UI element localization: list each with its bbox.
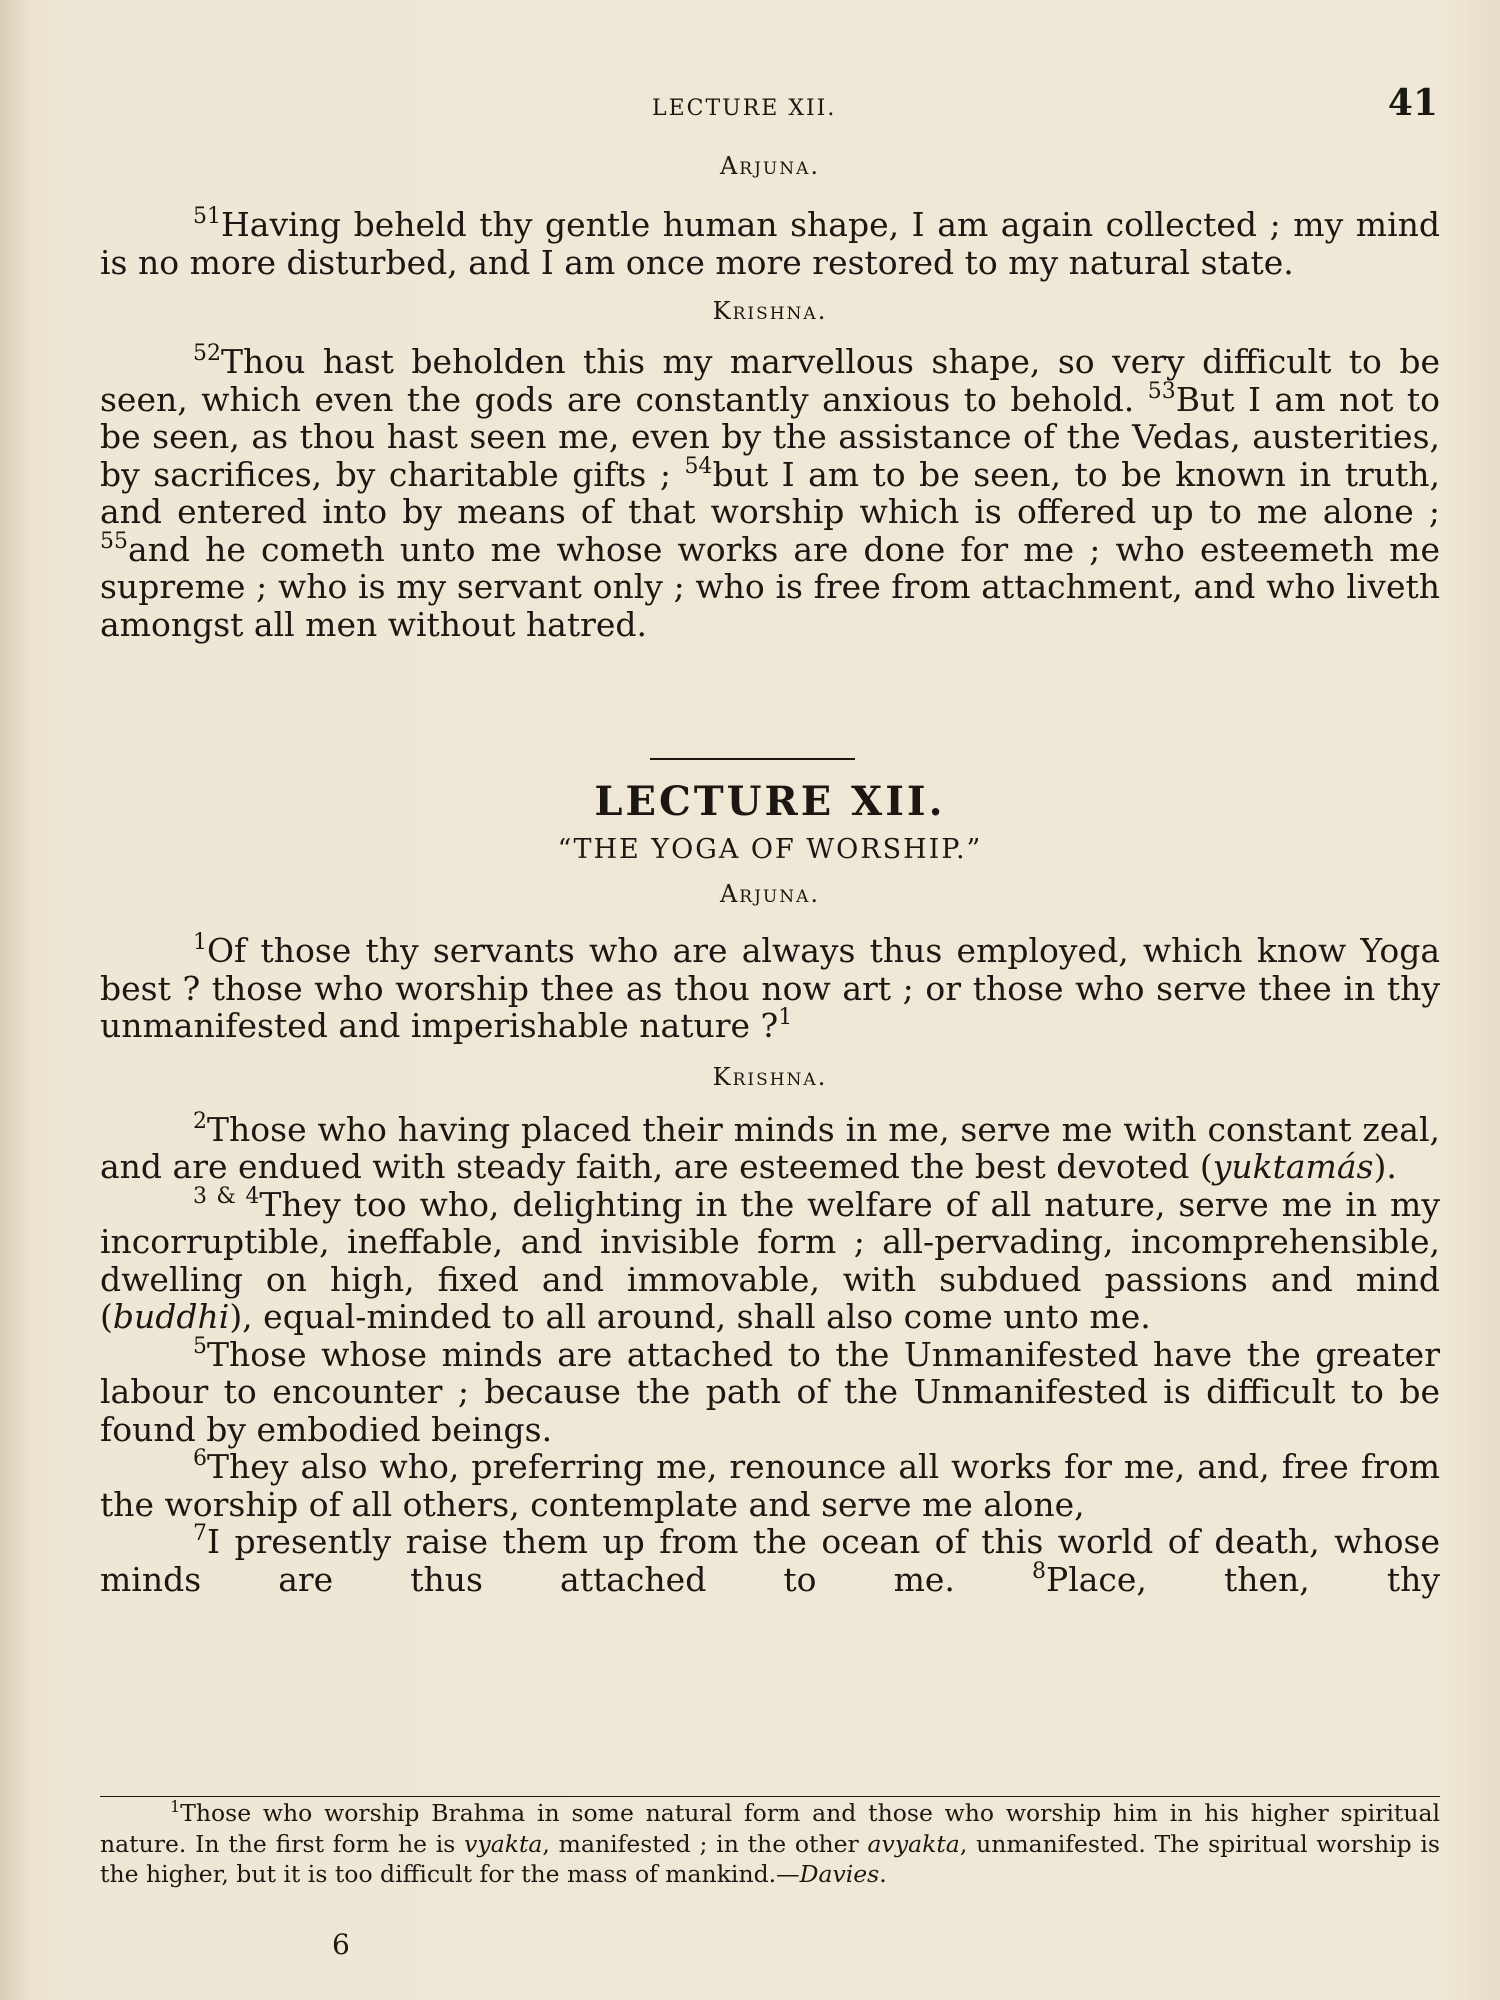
verse-text: Of those thy servants who are always thus employed, which know Yoga best ? those who worship thee as thou now art ; or those who serve thee in thy unmanifested and imperishable nature ? <box>100 931 1440 1045</box>
verse-text: ), equal-minded to all around, shall also come unto me. <box>229 1297 1151 1336</box>
verse-text: Place, then, thy <box>1045 1559 1441 1599</box>
verse-number: 52 <box>193 341 221 366</box>
verse-number: 8 <box>1031 1558 1046 1584</box>
sanskrit-term: vyakta <box>464 1829 543 1858</box>
verse-text: I presently raise them up from the ocean of this world of death, whose minds are thus attached to me. <box>100 1522 1440 1599</box>
running-head <box>0 78 1500 128</box>
footnote-reference: 1 <box>778 1005 793 1030</box>
verse-number: 6 <box>193 1446 207 1471</box>
verse-text: but I am to be seen, to be known in truth, and entered into by means of that worship which is offered up to me alone ; <box>100 454 1440 531</box>
verse-6 <box>100 1448 1440 1523</box>
sanskrit-term: buddhi <box>112 1297 230 1336</box>
footnote <box>100 1798 1440 1890</box>
footnote-segment: Those who worship Brahma in some natural form and those who worship him in his higher spiritual nature. In the first form he is <box>100 1799 1440 1858</box>
signature-mark: 6 <box>332 1928 350 1961</box>
verse-text: They also who, preferring me, renounce all works for me, and, free from the worship of all others, contemplate and serve me alone, <box>100 1447 1440 1524</box>
verse-text: They too who, delighting in the welfare of all nature, serve me in my incorruptible, ineffable, and invisible form ; all-pervading, incomprehensible, dwelling on high, fixed and immovable, with subdued passions and mind ( <box>100 1184 1440 1336</box>
running-head-title: LECTURE XII. <box>652 96 837 121</box>
verse-text: Thou hast beholden this my marvellous shape, so very difficult to be seen, which even the gods are constantly anxious to behold. <box>100 342 1440 419</box>
verse-text: But I am not to be seen, as thou hast seen me, even by the assistance of the Vedas, austerities, by sacrifices, by charitable gifts ; <box>100 379 1440 494</box>
verse-1 <box>100 932 1440 1045</box>
verse-text: and he cometh unto me whose works are done for me ; who esteemeth me supreme ; who is my servant only ; who is free from attachment, and who liveth amongst all men without hatred. <box>100 529 1440 644</box>
footnote-segment: , manifested ; in the other <box>542 1829 868 1858</box>
verse-number: 1 <box>193 930 207 955</box>
verse-number: 7 <box>193 1521 207 1546</box>
speaker-heading-arjuna: Arjuna. <box>719 880 821 908</box>
section-lecture-xi-end <box>100 152 1440 643</box>
lecture-subtitle: “THE YOGA OF WORSHIP.” <box>557 834 983 865</box>
footnote-segment: , unmanifested. The spiritual worship is the higher, but it is too difficult for the mass of mankind.— <box>100 1829 1440 1888</box>
verse-number: 51 <box>193 204 221 229</box>
verse-text: Those whose minds are attached to the Unmanifested have the greater labour to encounter ; because the path of the Unmanifested is difficult to be found by embodied beings. <box>100 1334 1440 1449</box>
sanskrit-term: yuktamás <box>1212 1147 1374 1186</box>
footnote-author: Davies <box>799 1860 880 1888</box>
verse-text: Having beheld thy gentle human shape, I am again collected ; my mind is no more disturbed, and I am once more restored to my natural state. <box>100 205 1440 282</box>
footnote-segment: . <box>879 1860 887 1888</box>
verse-7-8 <box>100 1523 1440 1598</box>
verse-number: 2 <box>193 1108 207 1134</box>
footnote-mark: 1 <box>170 1797 181 1816</box>
verse-number: 5 <box>193 1333 207 1359</box>
speaker-heading-krishna: Krishna. <box>712 1062 828 1091</box>
lecture-title: LECTURE XII. <box>594 778 946 825</box>
speaker-heading-arjuna: Arjuna. <box>719 152 821 180</box>
footnote-text <box>100 1798 1440 1890</box>
verse-number: 54 <box>684 453 713 479</box>
verse-number: 53 <box>1147 378 1176 404</box>
footnote-divider <box>100 1796 1440 1797</box>
sanskrit-term: avyakta <box>867 1829 960 1858</box>
section-lecture-xii <box>100 778 1440 1598</box>
page-number: 41 <box>1387 82 1438 124</box>
verse-number: 55 <box>100 528 128 554</box>
verse-5 <box>100 1333 1440 1449</box>
verse-text: ). <box>1373 1147 1397 1186</box>
verse-text: Those who having placed their minds in me, serve me with constant zeal, and are endued with steady faith, are esteemed the best devoted ( <box>100 1109 1440 1186</box>
verse-52-55 <box>100 343 1440 643</box>
speaker-heading-krishna: Krishna. <box>712 297 828 325</box>
verse-3-4 <box>100 1183 1440 1336</box>
verse-2 <box>100 1108 1440 1186</box>
verse-number: 3 & 4 <box>193 1183 260 1209</box>
section-divider <box>650 758 855 760</box>
verse-51 <box>100 206 1440 281</box>
